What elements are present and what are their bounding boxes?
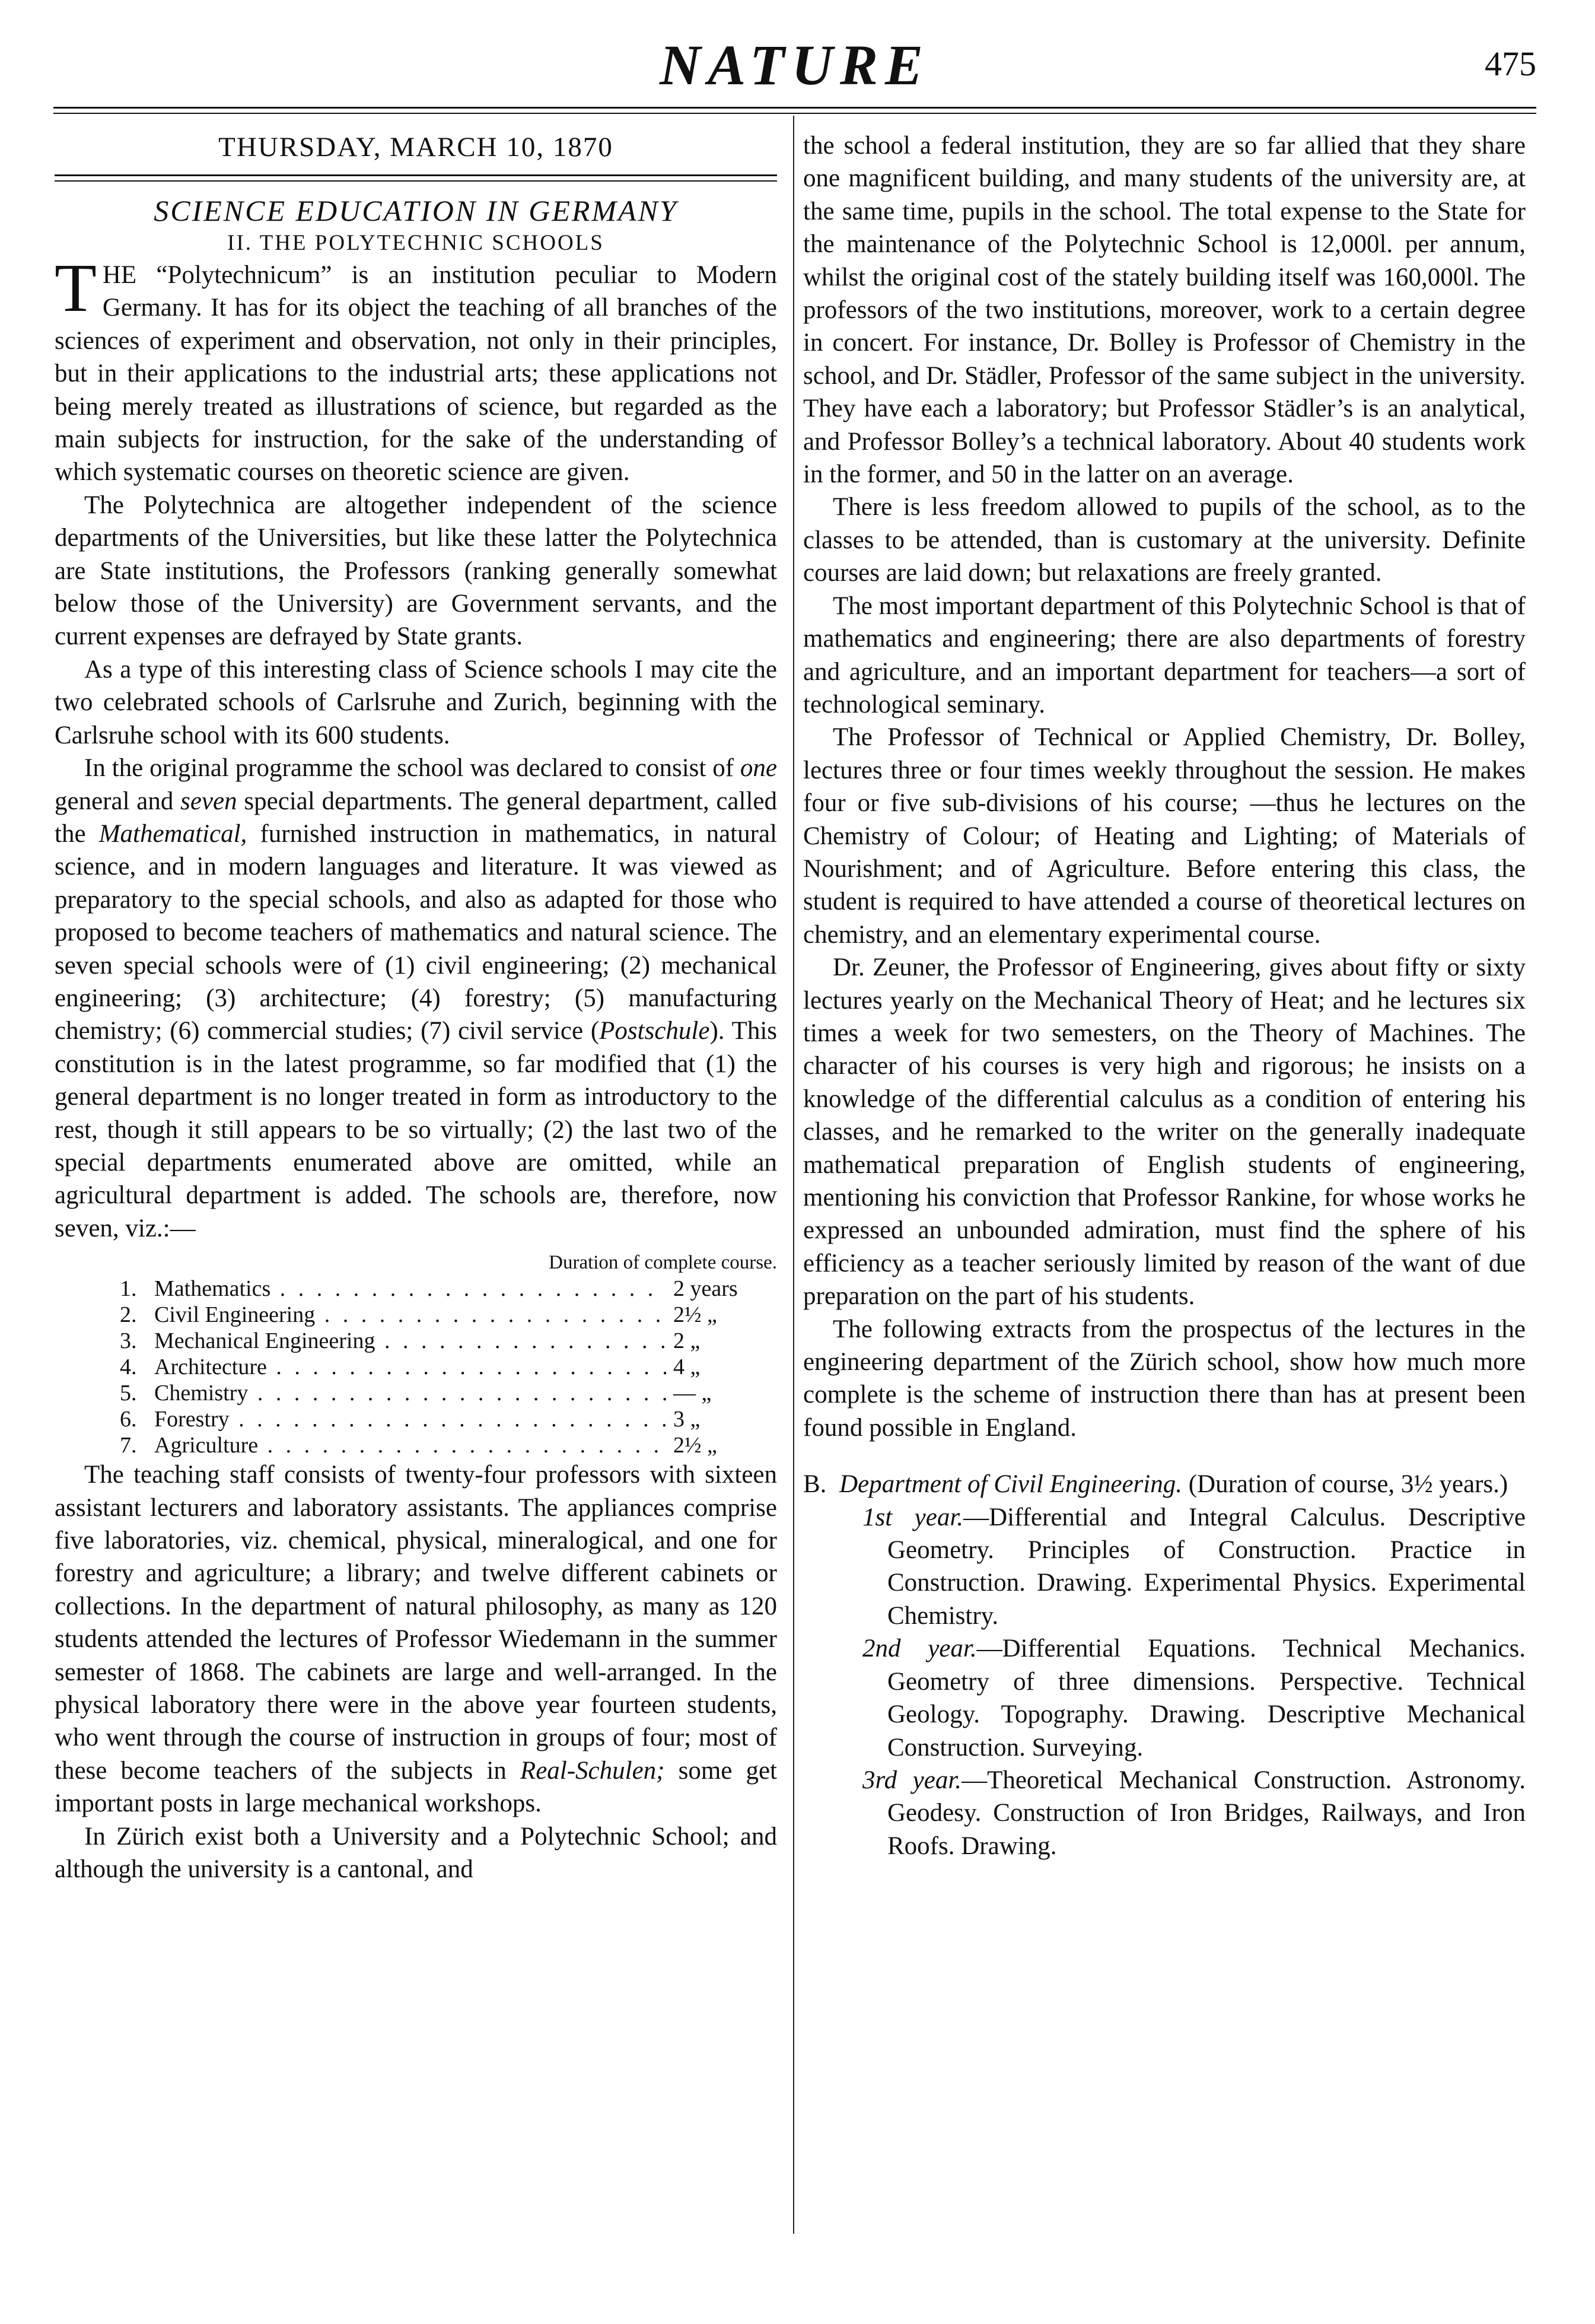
paragraph [55, 250, 777, 489]
header-rule-secondary [53, 113, 1536, 114]
section-letter: B. [803, 1470, 827, 1499]
course-number: 4. [120, 1355, 137, 1380]
paragraph: There is less freedom allowed to pupils of the school, as to the classes to be attended, than is customary at the university. Definite courses are laid down; but relaxations are freely granted. [803, 493, 1526, 587]
course-duration: 4 „ [673, 1355, 701, 1380]
year-label: 3rd year. [862, 1766, 962, 1794]
dateline: THURSDAY, MARCH 10, 1870 [218, 132, 613, 163]
course-row [55, 1328, 777, 1354]
course-name: Civil Engineering . . . [154, 1302, 666, 1328]
emphasis: seven [180, 787, 237, 815]
paragraph: The most important department of this Polytechnic School is that of mathematics and engineering; there are also departments of forestry and agriculture, and an important department for teachers—a sort of technological seminary. [803, 592, 1526, 718]
course-number: 6. [120, 1407, 137, 1432]
course-row [55, 1432, 777, 1458]
year-entry [803, 1632, 1526, 1764]
course-name: Chemistry . . . [154, 1380, 666, 1406]
column-divider [793, 116, 794, 2234]
course-duration: 2 years [673, 1276, 738, 1302]
course-duration: 2½ „ [673, 1302, 717, 1328]
article-title: SCIENCE EDUCATION IN GERMANY [154, 194, 678, 227]
text-run: In the original programme the school was declared to consist of [84, 754, 740, 783]
course-number: 7. [120, 1433, 137, 1458]
text-run: some get important posts in large mechanical workshops. [55, 1756, 777, 1818]
course-name: Mechanical Engineering . . . [154, 1328, 666, 1354]
text-run: general and [55, 787, 181, 815]
course-number: 5. [120, 1381, 137, 1406]
emphasis: one [740, 754, 777, 783]
emphasis: Postschule [599, 1017, 710, 1045]
course-duration: 2 „ [673, 1328, 701, 1354]
course-row [55, 1302, 777, 1328]
page-header [53, 33, 1536, 98]
course-duration: 3 „ [673, 1407, 701, 1432]
paragraph: Dr. Zeuner, the Professor of Engineering, gives about fifty or sixty lectures yearly on the Mechanical Theory of Heat; and he lectures six times a week for two semesters, on the Theory of Machines. The character of his courses is very high and rigorous; he insists on a knowledge of the differential calculus as a condition of entering his classes, and he remarked to the writer on the generally inadequate mathematical preparation of English students of engineering, mentioning his conviction that Professor Rankine, for whose works he expressed an unbounded admiration, must find the sphere of his efficiency as a teacher seriously limited by reason of the want of due preparation on the part of his students. [803, 953, 1526, 1311]
course-duration: — „ [673, 1381, 712, 1406]
course-row [55, 1406, 777, 1432]
year-text: —Theoretical Mechanical Construction. Astronomy. Geodesy. Construction of Iron Bridges, Railways, and Iron Roofs. Drawing. [887, 1766, 1526, 1860]
paragraph [55, 752, 777, 1245]
year-entry [803, 1501, 1526, 1633]
section-duration: (Duration of course, 3½ years.) [1188, 1470, 1508, 1499]
paragraph-text: HE “Polytechnicum” is an institution peculiar to Modern Germany. It has for its object the teaching of all branches of the sciences of experiment and observation, not only in their principles, but in their applications to the industrial arts; these applications not being merely treated as illustrations of science, but regarded as the main subjects for instruction, for the sake of the understanding of which systematic courses on theoretic science are given. [55, 261, 777, 487]
paragraph: The following extracts from the prospectus of the lectures in the engineering department of the Zürich school, show how much more complete is the scheme of instruction there than has at present been found possible in England. [803, 1315, 1526, 1442]
drop-cap: T [55, 250, 97, 326]
year-label: 2nd year. [862, 1635, 977, 1663]
paragraph: As a type of this interesting class of Science schools I may cite the two celebrated schools of Carlsruhe and Zurich, beginning with the Carlsruhe school with its 600 students. [55, 655, 777, 749]
course-duration: 2½ „ [673, 1433, 717, 1458]
dateline-rule [55, 174, 777, 182]
text-run: special departments. The general department, called the [55, 787, 777, 848]
course-row [55, 1276, 777, 1302]
text-run: The teaching staff consists of twenty-four professors with sixteen assistant lecturers and laboratory assistants. The appliances comprise five laboratories, viz. chemical, physical, mineralogical, and one for forestry and agriculture; a library; and twelve different cabinets or collections. In the department of natural philosophy, as many as 120 students attended the lectures of Professor Wiedemann in the summer semester of 1868. The cabinets are large and well-arranged. In the physical laboratory there were in the above year fourteen students, who went through the course of instruction in groups of four; most of these become teachers of the subjects in [55, 1461, 777, 1785]
year-label: 1st year. [862, 1503, 964, 1531]
left-column [55, 129, 777, 1886]
header-rule [53, 107, 1536, 109]
paragraph: The Polytechnica are altogether independent of the science departments of the Universities, but like these latter the Polytechnica are State institutions, the Professors (ranking generally somewhat below those of the University) are Government servants, and the current expenses are defrayed by State grants. [55, 491, 777, 651]
paragraph: the school a federal institution, they are so far allied that they share one magnificent building, and many students of the university are, at the same time, pupils in the school. The total expense to the State for the maintenance of the Polytechnic School is 12,000l. per annum, whilst the original cost of the stately building itself was 160,000l. The professors of the two institutions, moreover, work to a certain degree in concert. For instance, Dr. Bolley is Professor of Chemistry in the school, and Dr. Städler, Professor of the same subject in the university. They have each a laboratory; but Professor Städler’s is an analytical, and Professor Bolley’s a technical laboratory. About 40 students work in the former, and 50 in the latter on an average. [803, 132, 1526, 489]
journal-title: NATURE [659, 33, 931, 97]
course-number: 2. [120, 1302, 137, 1328]
course-name: Mathematics . . . [154, 1276, 666, 1302]
year-entry [803, 1764, 1526, 1862]
course-row [55, 1380, 777, 1406]
text-run: furnished instruction in mathematics, in natural science, and in modern languages and literature. It was viewed as preparatory to the special schools, and also as adapted for those who proposed to become teachers of mathematics and natural science. The seven special schools were of (1) civil engineering; (2) mechanical engineering; (3) architecture; (4) forestry; (5) manufacturing chemistry; (6) commercial studies; (7) civil service ( [55, 819, 777, 1045]
course-row [55, 1354, 777, 1380]
year-text: —Differential Equations. Technical Mechanics. Geometry of three dimensions. Perspective. Technical Geology. Topography. Drawing. Descriptive Mechanical Construction. Surveying. [887, 1635, 1526, 1762]
courses-table [55, 1276, 777, 1458]
emphasis: Real-Schulen; [520, 1756, 665, 1785]
course-number: 3. [120, 1328, 137, 1354]
courses-table-header: Duration of complete course. [549, 1252, 777, 1274]
paragraph [55, 1458, 777, 1820]
course-name: Forestry . . . [154, 1406, 666, 1432]
text-run: ). This constitution is in the latest programme, so far modified that (1) the general department is no longer treated in form as introductory to the rest, though it still appears to be so virtually; (2) the last two of the special departments enumerated above are omitted, while an agricultural department is added. The schools are, therefore, now seven, viz.:— [55, 1017, 777, 1242]
paragraph: The Professor of Technical or Applied Chemistry, Dr. Bolley, lectures three or four times weekly throughout the session. He makes four or five sub-divisions of his course; —thus he lectures on the Chemistry of Colour; of Heating and Lighting; of Materials of Nourishment; and of Agriculture. Before entering this class, the student is required to have attended a course of theoretical lectures on chemistry, and an elementary experimental course. [803, 723, 1526, 949]
page-number: 475 [1485, 44, 1536, 83]
emphasis: Mathematical, [98, 819, 247, 848]
paragraph: In Zürich exist both a University and a Polytechnic School; and although the university is a cantonal, and [55, 1822, 777, 1884]
section-heading [803, 1468, 1526, 1500]
course-name: Architecture . . . [154, 1354, 666, 1380]
year-text: —Differential and Integral Calculus. Descriptive Geometry. Principles of Construction. Practice in Construction. Drawing. Experimental Physics. Experimental Chemistry. [887, 1503, 1526, 1630]
right-column [803, 129, 1526, 1862]
section-title: Department of Civil Engineering. [839, 1470, 1182, 1499]
article-subtitle: II. THE POLYTECHNIC SCHOOLS [227, 231, 604, 255]
course-name: Agriculture . . . [154, 1432, 666, 1458]
course-number: 1. [120, 1276, 137, 1302]
